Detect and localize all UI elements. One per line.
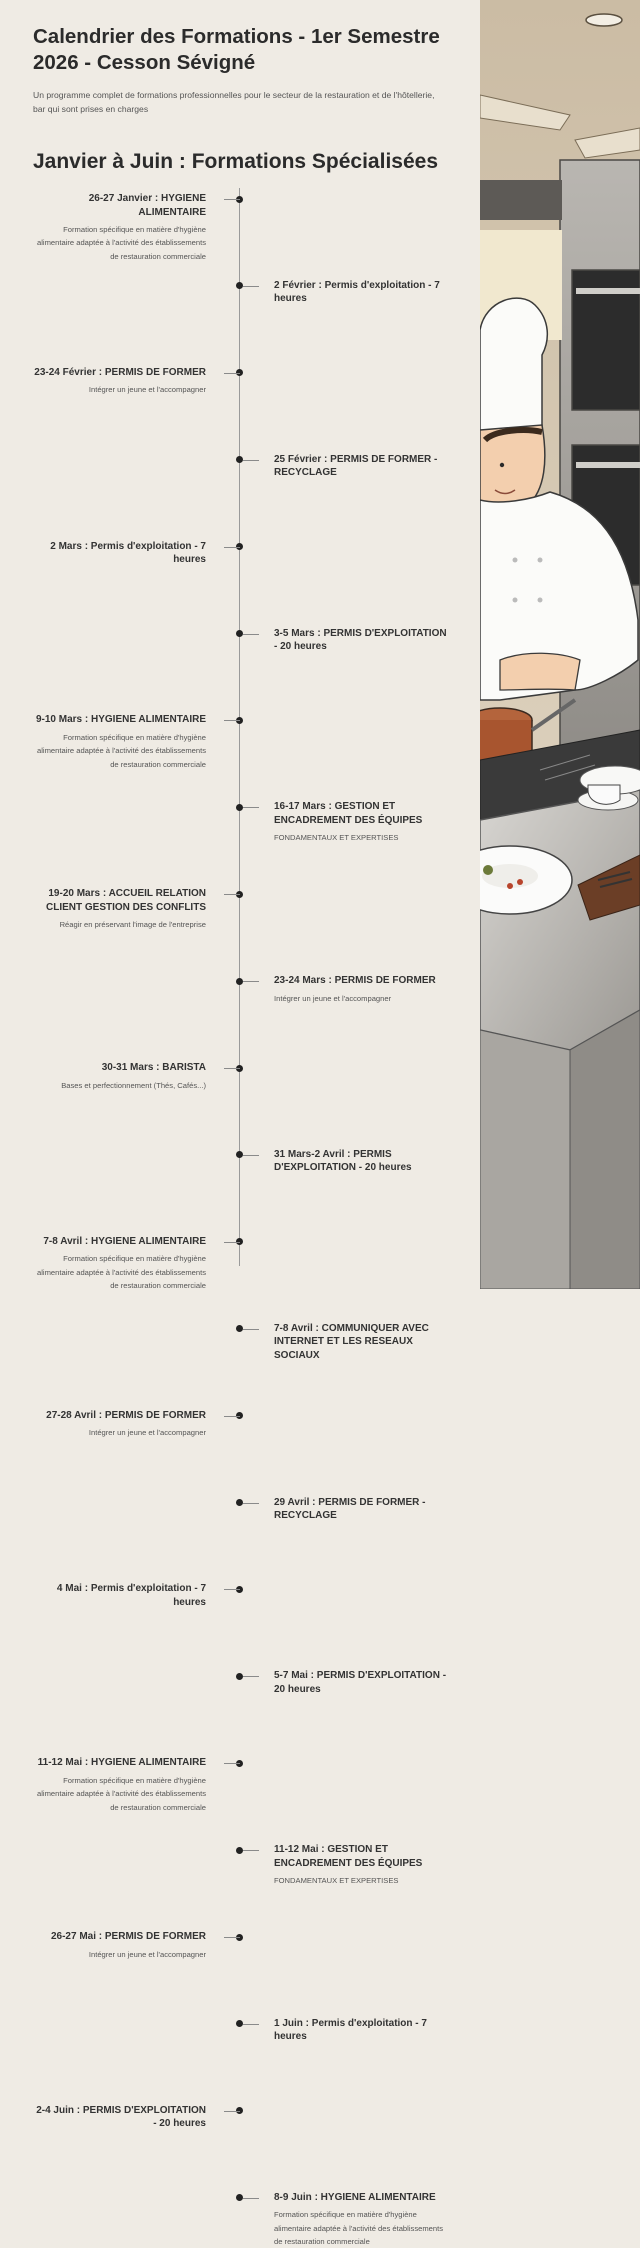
timeline-dot [236, 1847, 243, 1854]
timeline-event [274, 1843, 449, 1887]
timeline-connector [224, 894, 240, 895]
timeline-connector [243, 807, 259, 808]
event-description: Formation spécifique en matière d'hygiène alimentaire adaptée à l'activité des établissements de restauration commerciale [36, 1254, 206, 1291]
event-description: Intégrer un jeune et l'accompagner [88, 385, 206, 395]
timeline-event [31, 1061, 206, 1092]
timeline-connector [224, 547, 240, 548]
section-title: Janvier à Juin : Formations Spécialisées [33, 150, 438, 173]
timeline-event [31, 1582, 206, 1609]
timeline-dot [236, 456, 243, 463]
event-title: 26-27 Janvier : HYGIENE ALIMENTAIRE [88, 193, 206, 218]
event-title: 16-17 Mars : GESTION ET ENCADREMENT DES ÉQUIPES [274, 801, 423, 826]
event-title: 11-12 Mai : GESTION ET ENCADREMENT DES ÉQUIPES [274, 1844, 423, 1869]
timeline-event [31, 1930, 206, 1961]
timeline-connector [243, 2198, 259, 2199]
timeline-event [274, 2191, 449, 2248]
timeline-line [239, 188, 240, 1266]
event-title: 2 Mars : Permis d'exploitation - 7 heures [50, 540, 206, 566]
timeline-event [31, 540, 206, 567]
timeline-event [274, 974, 449, 1005]
event-description: FONDAMENTAUX ET EXPERTISES [274, 833, 399, 843]
event-title: 26-27 Mai : PERMIS DE FORMER [50, 1931, 206, 1942]
event-description: Réagir en préservant l'image de l'entreprise [59, 920, 206, 930]
timeline-connector [224, 1763, 240, 1764]
timeline-connector [224, 1937, 240, 1938]
timeline-connector [224, 1242, 240, 1243]
timeline-connector [224, 2111, 240, 2112]
timeline-connector [243, 286, 259, 287]
timeline-connector [224, 720, 240, 721]
timeline-event [31, 192, 206, 263]
event-title: 8-9 Juin : HYGIENE ALIMENTAIRE [274, 2191, 436, 2203]
event-description: Intégrer un jeune et l'accompagner [274, 993, 392, 1003]
timeline-dot [236, 804, 243, 811]
timeline-dot [236, 1151, 243, 1158]
timeline-dot [236, 630, 243, 637]
timeline-connector [243, 1676, 259, 1677]
timeline-dot [236, 2020, 243, 2027]
timeline-connector [243, 1329, 259, 1330]
event-title: 27-28 Avril : PERMIS DE FORMER [46, 1409, 206, 1421]
event-description: Formation spécifique en matière d'hygiène alimentaire adaptée à l'activité des établissements de restauration commerciale [36, 225, 206, 261]
event-title: 3-5 Mars : PERMIS D'EXPLOITATION - 20 heures [274, 627, 447, 652]
timeline-dot [236, 2194, 243, 2201]
timeline-event [274, 1669, 449, 1696]
chef-cooking-illustration [480, 0, 640, 1289]
event-title: 2 Février : Permis d'exploitation - 7 heures [274, 279, 440, 305]
event-title: 4 Mai : Permis d'exploitation - 7 heures [56, 1583, 206, 1608]
event-title: 5-7 Mai : PERMIS D'EXPLOITATION - 20 heures [274, 1670, 447, 1695]
event-title: 19-20 Mars : ACCUEIL RELATION CLIENT GESTION DES CONFLITS [45, 888, 206, 913]
timeline-connector [243, 1850, 259, 1851]
event-title: 25 Février : PERMIS DE FORMER - RECYCLAGE [274, 453, 438, 479]
event-title: 9-10 Mars : HYGIENE ALIMENTAIRE [35, 714, 206, 726]
timeline-dot [236, 1499, 243, 1506]
timeline-connector [243, 634, 259, 635]
timeline-event [31, 366, 206, 397]
page-title: Calendrier des Formations - 1er Semestre 2026 - Cesson Sévigné [33, 25, 440, 74]
timeline-event [31, 887, 206, 931]
timeline-event [31, 1409, 206, 1440]
timeline-connector [224, 373, 240, 374]
timeline-connector [224, 1589, 240, 1590]
timeline-connector [243, 981, 259, 982]
timeline-dot [236, 1325, 243, 1332]
event-title: 31 Mars-2 Avril : PERMIS D'EXPLOITATION - 20 heures [274, 1148, 412, 1174]
timeline-dot [236, 282, 243, 289]
timeline-connector [224, 1416, 240, 1417]
timeline-connector [243, 1155, 259, 1156]
event-description: Intégrer un jeune et l'accompagner [88, 1949, 206, 1959]
timeline-event [31, 2104, 206, 2131]
event-description: Intégrer un jeune et l'accompagner [88, 1428, 206, 1438]
event-title: 2-4 Juin : PERMIS D'EXPLOITATION - 20 heures [36, 2104, 206, 2130]
event-title: 29 Avril : PERMIS DE FORMER - RECYCLAGE [274, 1496, 426, 1521]
event-title: 23-24 Février : PERMIS DE FORMER [34, 366, 206, 378]
timeline-dot [236, 1673, 243, 1680]
event-title: 30-31 Mars : BARISTA [101, 1062, 206, 1073]
timeline-event [274, 1322, 449, 1363]
event-description: Formation spécifique en matière d'hygiène alimentaire adaptée à l'activité des établissements de restauration commerciale [36, 1775, 206, 1812]
timeline-connector [243, 1503, 259, 1504]
event-title: 11-12 Mai : HYGIENE ALIMENTAIRE [37, 1757, 206, 1769]
event-description: FONDAMENTAUX ET EXPERTISES [274, 1876, 399, 1886]
timeline-event [274, 800, 449, 844]
event-title: 7-8 Avril : HYGIENE ALIMENTAIRE [43, 1235, 206, 1247]
timeline-event [274, 1148, 449, 1175]
timeline-event [31, 1756, 206, 1814]
event-title: 1 Juin : Permis d'exploitation - 7 heures [274, 2017, 427, 2043]
timeline-event [274, 279, 449, 306]
page-subtitle: Un programme complet de formations professionnelles pour le secteur de la restauration et de l'hôtellerie, bar qui sont prises en charges [33, 90, 435, 114]
timeline-connector [243, 460, 259, 461]
event-title: 23-24 Mars : PERMIS DE FORMER [274, 975, 436, 987]
timeline-event [274, 1496, 449, 1523]
event-description: Bases et perfectionnement (Thés, Cafés...) [61, 1080, 206, 1090]
timeline-connector [243, 2024, 259, 2025]
timeline-dot [236, 978, 243, 985]
timeline-connector [224, 199, 240, 200]
timeline-event [274, 2017, 449, 2044]
timeline-event [31, 713, 206, 771]
event-description: Formation spécifique en matière d'hygiène alimentaire adaptée à l'activité des établissements de restauration commerciale [274, 2210, 444, 2246]
timeline-event [274, 627, 449, 654]
timeline-connector [224, 1068, 240, 1069]
timeline-event [274, 453, 449, 480]
timeline-event [31, 1235, 206, 1293]
event-description: Formation spécifique en matière d'hygiène alimentaire adaptée à l'activité des établissements de restauration commerciale [36, 732, 206, 769]
event-title: 7-8 Avril : COMMUNIQUER AVEC INTERNET ET LES RESEAUX SOCIAUX [274, 1322, 429, 1361]
